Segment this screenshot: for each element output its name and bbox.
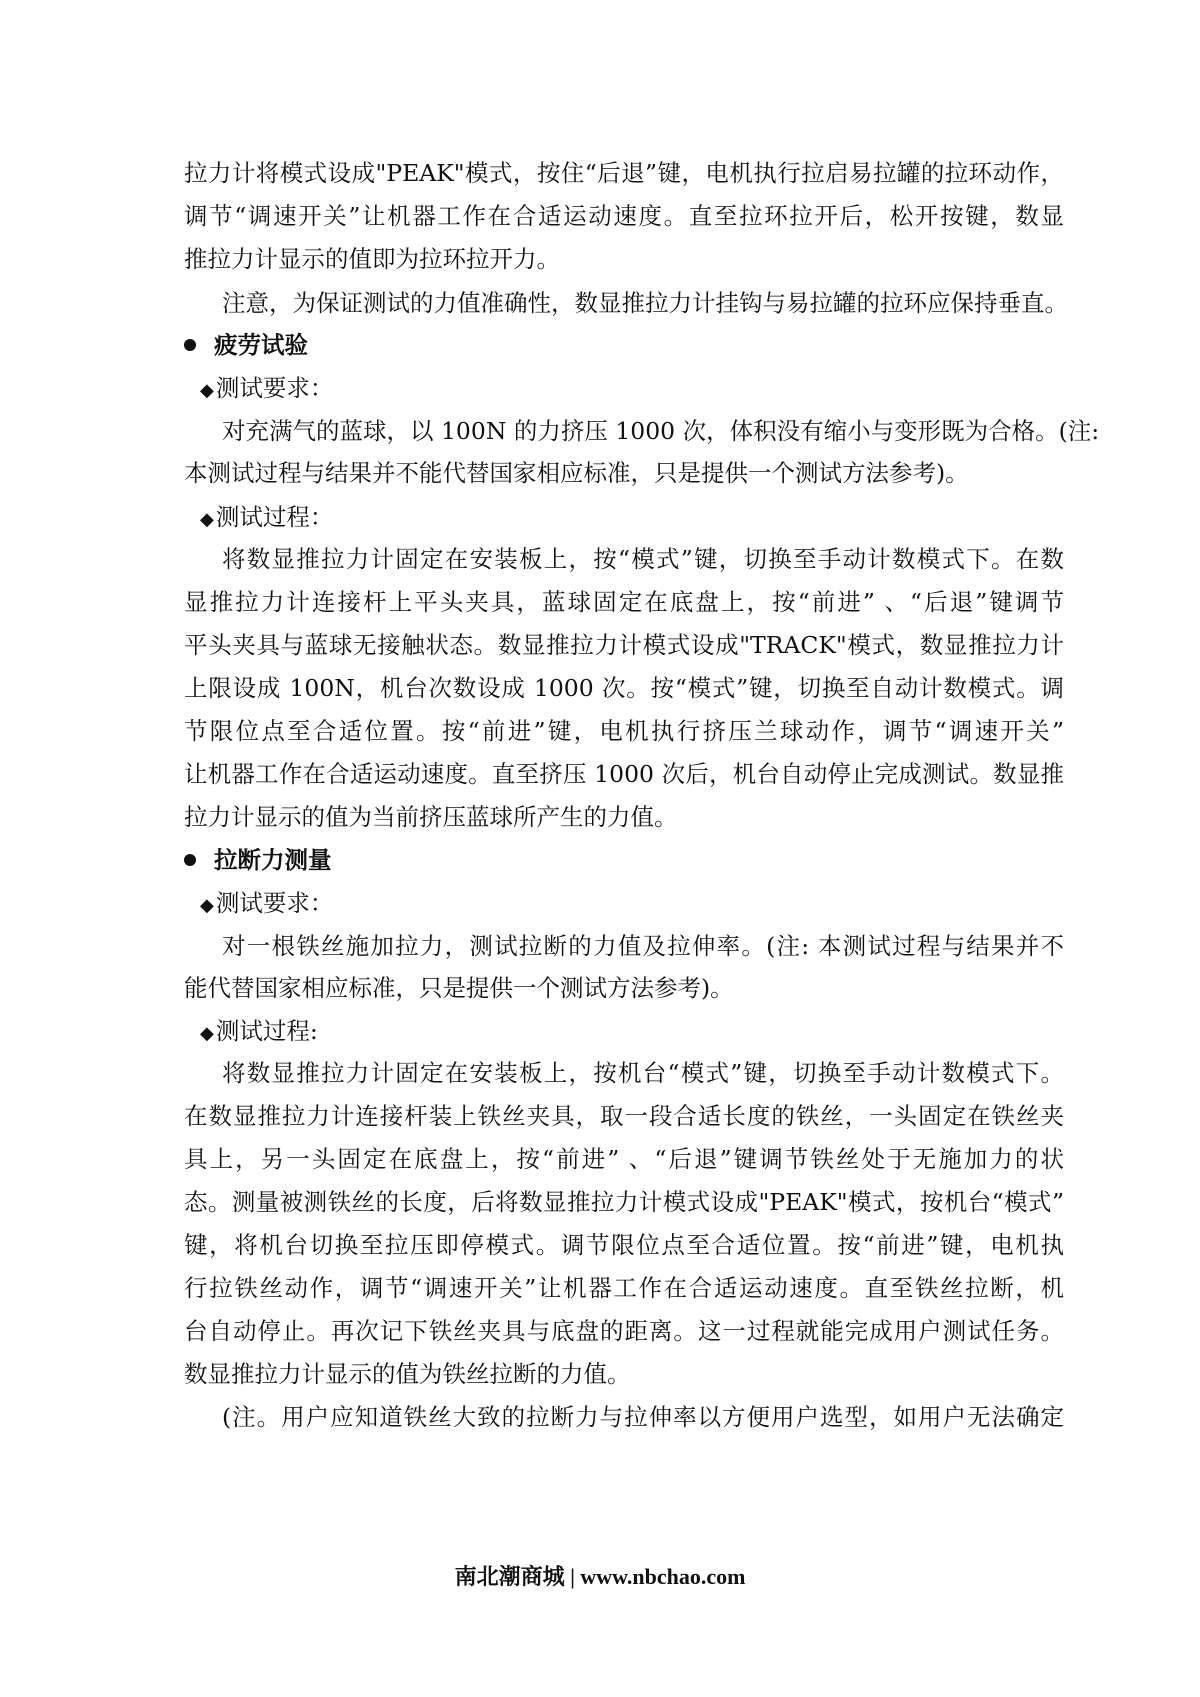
paragraph-line: 台自动停止。再次记下铁丝夹具与底盘的距离。这一过程就能完成用户测试任务。: [184, 1317, 1064, 1345]
subheading-label: 测试要求：: [215, 374, 334, 402]
paragraph-line: 拉力计显示的值为当前挤压蓝球所产生的力值。: [184, 803, 678, 831]
subheading-process: [200, 502, 1080, 535]
subheading-requirements: [200, 888, 1080, 921]
paragraph-line: 行拉铁丝动作，调节“调速开关”让机器工作在合适运动速度。直至铁丝拉断，机: [184, 1274, 1064, 1302]
paragraph-line: 平头夹具与蓝球无接触状态。数显推拉力计模式设成"TRACK"模式，数显推拉力计: [184, 631, 1064, 659]
section-title: 拉断力测量: [214, 846, 332, 874]
paragraph-line: 调节“调速开关”让机器工作在合适运动速度。直至拉环拉开后，松开按键，数显: [184, 202, 1064, 230]
paragraph-line: 上限设成 100N，机台次数设成 1000 次。按“模式”键，切换至自动计数模式。调: [184, 674, 1064, 702]
paragraph-line: 将数显推拉力计固定在安装板上，按“模式”键，切换至手动计数模式下。在数: [222, 545, 1064, 573]
paragraph-line: 节限位点至合适位置。按“前进”键，电机执行挤压兰球动作，调节“调速开关”: [184, 717, 1064, 745]
paragraph-line: 将数显推拉力计固定在安装板上，按机台“模式”键，切换至手动计数模式下。: [222, 1059, 1064, 1087]
paragraph-line: 推拉力计显示的值即为拉环拉开力。: [184, 245, 560, 273]
subheading-label: 测试过程:: [215, 1017, 318, 1045]
paragraph-line: 注意，为保证测试的力值准确性，数显推拉力计挂钩与易拉罐的拉环应保持垂直。: [222, 289, 1068, 317]
paragraph-line: (注。用户应知道铁丝大致的拉断力与拉伸率以方便用户选型，如用户无法确定: [222, 1403, 1064, 1431]
subheading-process: [200, 1016, 1080, 1049]
subheading-label: 测试过程：: [215, 503, 334, 531]
paragraph-line: 具上，另一头固定在底盘上，按“前进” 、“后退”键调节铁丝处于无施加力的状: [184, 1145, 1064, 1173]
footer-site-link[interactable]: 南北潮商城 | www.nbchao.com: [454, 1564, 746, 1589]
paragraph-line: 让机器工作在合适运动速度。直至挤压 1000 次后，机台自动停止完成测试。数显推: [184, 760, 1064, 788]
paragraph-line: 数显推拉力计显示的值为铁丝拉断的力值。: [184, 1360, 631, 1388]
paragraph-line: 键，将机台切换至拉压即停模式。调节限位点至合适位置。按“前进”键，电机执: [184, 1231, 1064, 1259]
bullet-icon: [184, 854, 196, 866]
diamond-icon: ◆: [200, 1023, 214, 1044]
subheading-label: 测试要求：: [215, 889, 334, 917]
paragraph-line: 显推拉力计连接杆上平头夹具，蓝球固定在底盘上，按“前进” 、“后退”键调节: [184, 588, 1064, 616]
subheading-requirements: [200, 373, 1080, 406]
paragraph-line: 拉力计将模式设成"PEAK"模式，按住“后退”键，电机执行拉启易拉罐的拉环动作，: [184, 159, 1064, 187]
diamond-icon: ◆: [200, 509, 214, 530]
section-heading-fatigue: [184, 330, 1064, 360]
section-heading-breaking-force: [184, 845, 1064, 875]
paragraph-line: 在数显推拉力计连接杆装上铁丝夹具，取一段合适长度的铁丝，一头固定在铁丝夹: [184, 1102, 1064, 1130]
paragraph-line: 对一根铁丝施加拉力，测试拉断的力值及拉伸率。(注: 本测试过程与结果并不: [222, 932, 1064, 960]
paragraph-line: 态。测量被测铁丝的长度，后将数显推拉力计模式设成"PEAK"模式，按机台“模式”: [184, 1188, 1064, 1216]
diamond-icon: ◆: [200, 380, 214, 401]
paragraph-line: 对充满气的蓝球，以 100N 的力挤压 1000 次，体积没有缩小与变形既为合格。(注:: [222, 417, 1100, 445]
paragraph-line: 本测试过程与结果并不能代替国家相应标准，只是提供一个测试方法参考)。: [184, 459, 969, 487]
paragraph-line: 能代替国家相应标准，只是提供一个测试方法参考)。: [184, 974, 734, 1002]
section-title: 疲劳试验: [214, 331, 308, 359]
bullet-icon: [184, 339, 196, 351]
diamond-icon: ◆: [200, 895, 214, 916]
